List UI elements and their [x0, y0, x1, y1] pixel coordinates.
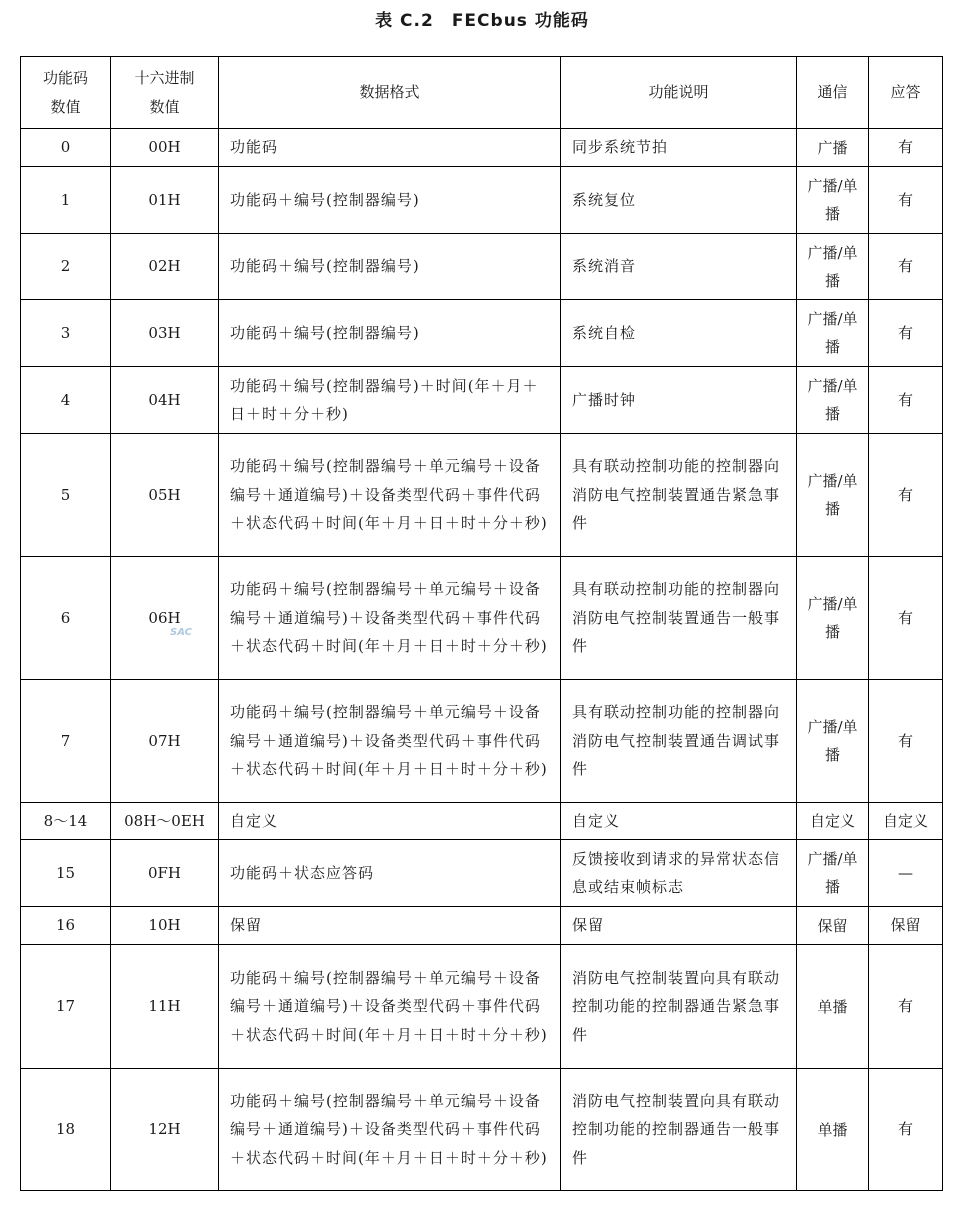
- cell-desc: 反馈接收到请求的异常状态信息或结束帧标志: [561, 840, 797, 907]
- header-hex-line1: 十六进制: [134, 69, 195, 87]
- cell-hex: 03H: [111, 300, 219, 367]
- cell-hex: 05H: [111, 434, 219, 557]
- header-hex-line2: 数值: [149, 97, 180, 116]
- cell-hex: 08H～0EH: [111, 803, 219, 840]
- cell-hex: 10H: [111, 907, 219, 945]
- cell-comm: 广播/单播: [797, 367, 869, 434]
- cell-format: 功能码＋编号(控制器编号＋单元编号＋设备编号＋通道编号)＋设备类型代码＋事件代码＋状态代码＋时间(年＋月＋日＋时＋分＋秒): [219, 680, 561, 803]
- cell-comm: 自定义: [797, 803, 869, 840]
- cell-ack: 保留: [869, 907, 943, 945]
- cell-comm: 广播/单播: [797, 167, 869, 234]
- cell-comm: 广播/单播: [797, 300, 869, 367]
- header-comm: 通信: [797, 57, 869, 129]
- header-code-line2: 数值: [50, 97, 81, 116]
- table-title: 表 C.2 FECbus 功能码: [375, 11, 589, 31]
- cell-code: 7: [21, 680, 111, 803]
- cell-desc: 同步系统节拍: [561, 129, 797, 167]
- cell-desc: 具有联动控制功能的控制器向消防电气控制装置通告调试事件: [561, 680, 797, 803]
- cell-format: 功能码＋编号(控制器编号): [219, 234, 561, 300]
- cell-comm: 广播/单播: [797, 557, 869, 680]
- cell-hex: 11H: [111, 945, 219, 1069]
- cell-hex: 04H: [111, 367, 219, 434]
- cell-desc: 系统自检: [561, 300, 797, 367]
- table-row: [21, 680, 943, 803]
- cell-code: 5: [21, 434, 111, 557]
- header-ack: 应答: [869, 57, 943, 129]
- function-code-table: [20, 56, 943, 1191]
- cell-ack: 有: [869, 167, 943, 234]
- table-row: [21, 945, 943, 1069]
- cell-format: 功能码＋编号(控制器编号＋单元编号＋设备编号＋通道编号)＋设备类型代码＋事件代码＋状态代码＋时间(年＋月＋日＋时＋分＋秒): [219, 945, 561, 1069]
- cell-desc: 系统复位: [561, 167, 797, 234]
- cell-format: 功能码＋状态应答码: [219, 840, 561, 907]
- table-row: [21, 167, 943, 234]
- cell-desc: 消防电气控制装置向具有联动控制功能的控制器通告紧急事件: [561, 945, 797, 1069]
- cell-hex: 02H: [111, 234, 219, 300]
- cell-comm: 广播/单播: [797, 234, 869, 300]
- cell-ack: 有: [869, 945, 943, 1069]
- cell-code: 15: [21, 840, 111, 907]
- cell-comm: 广播: [797, 129, 869, 167]
- header-row: [21, 57, 943, 129]
- cell-hex: 01H: [111, 167, 219, 234]
- table-row: [21, 367, 943, 434]
- cell-code: 0: [21, 129, 111, 167]
- cell-desc: 具有联动控制功能的控制器向消防电气控制装置通告一般事件: [561, 557, 797, 680]
- sac-watermark-logo: [166, 617, 196, 647]
- header-hex: [111, 57, 219, 129]
- table-row: [21, 803, 943, 840]
- cell-comm: 广播/单播: [797, 840, 869, 907]
- cell-code: 2: [21, 234, 111, 300]
- cell-format: 功能码＋编号(控制器编号＋单元编号＋设备编号＋通道编号)＋设备类型代码＋事件代码＋状态代码＋时间(年＋月＋日＋时＋分＋秒): [219, 1069, 561, 1191]
- cell-code: 17: [21, 945, 111, 1069]
- cell-desc: 系统消音: [561, 234, 797, 300]
- cell-ack: 有: [869, 367, 943, 434]
- cell-comm: 单播: [797, 945, 869, 1069]
- cell-format: 功能码＋编号(控制器编号＋单元编号＋设备编号＋通道编号)＋设备类型代码＋事件代码＋状态代码＋时间(年＋月＋日＋时＋分＋秒): [219, 557, 561, 680]
- table-row: [21, 1069, 943, 1191]
- cell-comm: 保留: [797, 907, 869, 945]
- table-row: [21, 129, 943, 167]
- cell-code: 3: [21, 300, 111, 367]
- cell-ack: 有: [869, 1069, 943, 1191]
- cell-hex: 0FH: [111, 840, 219, 907]
- cell-format: 功能码＋编号(控制器编号)＋时间(年＋月＋日＋时＋分＋秒): [219, 367, 561, 434]
- cell-code: 16: [21, 907, 111, 945]
- table-row: [21, 234, 943, 300]
- cell-ack: 有: [869, 300, 943, 367]
- cell-desc: 具有联动控制功能的控制器向消防电气控制装置通告紧急事件: [561, 434, 797, 557]
- cell-ack: 有: [869, 434, 943, 557]
- cell-desc: 自定义: [561, 803, 797, 840]
- cell-hex: 12H: [111, 1069, 219, 1191]
- cell-format: 保留: [219, 907, 561, 945]
- header-format: 数据格式: [219, 57, 561, 129]
- cell-ack: —: [869, 840, 943, 907]
- cell-hex: 06H: [111, 557, 219, 680]
- header-code: [21, 57, 111, 129]
- cell-format: 自定义: [219, 803, 561, 840]
- cell-ack: 自定义: [869, 803, 943, 840]
- cell-code: 6: [21, 557, 111, 680]
- cell-format: 功能码: [219, 129, 561, 167]
- table-row: [21, 300, 943, 367]
- header-code-line1: 功能码: [42, 69, 88, 87]
- cell-format: 功能码＋编号(控制器编号＋单元编号＋设备编号＋通道编号)＋设备类型代码＋事件代码＋状态代码＋时间(年＋月＋日＋时＋分＋秒): [219, 434, 561, 557]
- table-row: [21, 907, 943, 945]
- table-row: [21, 557, 943, 680]
- cell-format: 功能码＋编号(控制器编号): [219, 167, 561, 234]
- cell-ack: 有: [869, 129, 943, 167]
- cell-ack: 有: [869, 557, 943, 680]
- cell-format: 功能码＋编号(控制器编号): [219, 300, 561, 367]
- cell-comm: 广播/单播: [797, 680, 869, 803]
- cell-code: 8～14: [21, 803, 111, 840]
- cell-desc: 保留: [561, 907, 797, 945]
- cell-ack: 有: [869, 680, 943, 803]
- cell-desc: 广播时钟: [561, 367, 797, 434]
- cell-code: 1: [21, 167, 111, 234]
- watermark-text: SAC: [170, 626, 192, 638]
- table-row: [21, 434, 943, 557]
- cell-desc: 消防电气控制装置向具有联动控制功能的控制器通告一般事件: [561, 1069, 797, 1191]
- cell-code: 18: [21, 1069, 111, 1191]
- cell-hex: 07H: [111, 680, 219, 803]
- table-body: [21, 129, 943, 1191]
- cell-ack: 有: [869, 234, 943, 300]
- table-row: [21, 840, 943, 907]
- header-desc: 功能说明: [561, 57, 797, 129]
- cell-hex: 00H: [111, 129, 219, 167]
- cell-code: 4: [21, 367, 111, 434]
- cell-comm: 单播: [797, 1069, 869, 1191]
- cell-comm: 广播/单播: [797, 434, 869, 557]
